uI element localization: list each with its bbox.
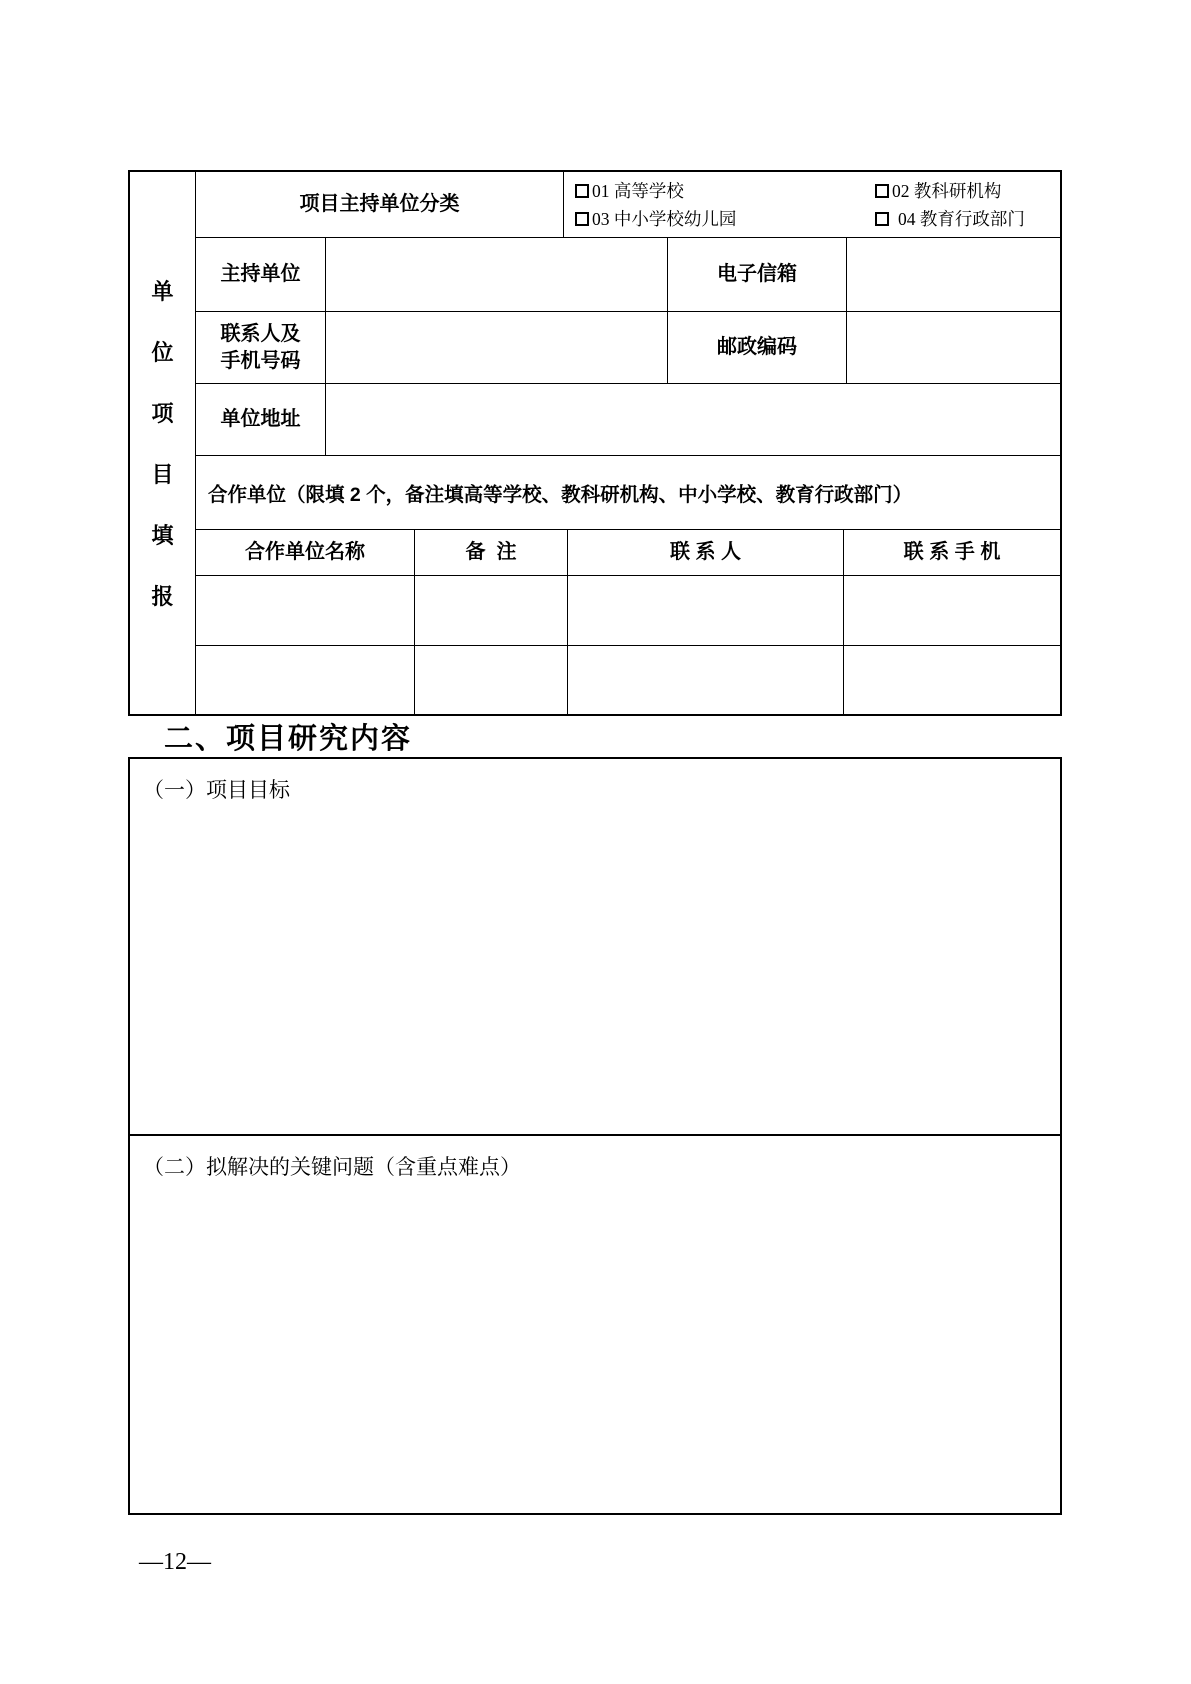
classification-options-cell [564,172,1060,237]
postcode-label-cell [668,312,847,383]
side-label-char: 填 [151,523,174,548]
side-label-char: 项 [151,401,174,426]
coop-header-name: 合作单位名称 [196,530,415,575]
key-problems-label: （二）拟解决的关键问题（含重点难点） [143,1155,521,1179]
checkbox-option-label: 01 高等学校 [592,180,684,201]
cooperation-data-row [196,576,1060,646]
checkbox-option-label: 04 教育行政部门 [898,208,1025,229]
key-problems-section[interactable] [130,1136,1060,1513]
checkbox-icon [575,184,589,198]
checkbox-icon [875,212,889,226]
email-label: 电子信箱 [717,263,797,285]
contact-label-cell [196,312,326,383]
coop-remark-input-cell[interactable] [415,646,568,714]
coop-header-phone: 联 系 手 机 [903,541,1001,563]
host-unit-label-cell [196,238,326,311]
side-label-char: 报 [151,584,174,609]
email-label-cell [668,238,847,311]
address-input-cell[interactable] [326,384,1060,455]
cooperation-note: 合作单位（限填 2 个，备注填高等学校、教科研机构、中小学校、教育行政部门） [208,483,913,506]
checkbox-column-left [575,177,875,233]
side-label-char: 位 [151,340,174,365]
classification-row [196,172,1060,238]
coop-name-input-cell[interactable] [196,646,415,714]
coop-name-input-cell[interactable] [196,576,415,645]
checkbox-column-right [875,177,1025,233]
checkbox-option-label: 02 教科研机构 [892,180,1002,201]
checkbox-icon [875,184,889,198]
checkbox-option-03[interactable] [575,205,875,233]
coop-header-contact: 联 系 人 [568,530,844,575]
postcode-input-cell[interactable] [847,312,1060,383]
address-row [196,384,1060,456]
table-side-label [130,172,196,714]
coop-contact-input-cell[interactable] [568,646,844,714]
side-label-char: 单 [151,279,174,304]
host-unit-label: 主持单位 [220,263,301,285]
table-body [196,172,1060,714]
postcode-label: 邮政编码 [717,336,797,358]
address-label: 单位地址 [220,408,301,430]
contact-input-cell[interactable] [326,312,668,383]
classification-label: 项目主持单位分类 [299,193,460,215]
cooperation-header-row [196,530,1060,576]
cooperation-note-row [196,456,1060,530]
contact-label: 联系人及 手机号码 [220,322,301,372]
research-content-heading: 二、项目研究内容 [164,723,413,755]
checkbox-option-02[interactable] [875,177,1025,205]
project-goals-section[interactable] [130,759,1060,1136]
email-input-cell[interactable] [847,238,1060,311]
host-unit-row [196,238,1060,312]
checkbox-option-01[interactable] [575,177,875,205]
checkbox-option-label: 03 中小学校幼儿园 [592,208,737,229]
address-label-cell [196,384,326,455]
coop-remark-input-cell[interactable] [415,576,568,645]
host-unit-input-cell[interactable] [326,238,668,311]
checkbox-icon [575,212,589,226]
coop-header-remark: 备 注 [415,530,568,575]
classification-label-cell [196,172,564,237]
cooperation-data-row [196,646,1060,714]
coop-phone-input-cell[interactable] [844,646,1060,714]
side-label-char: 目 [151,462,174,487]
coop-contact-input-cell[interactable] [568,576,844,645]
cooperation-note-cell [196,456,1060,529]
research-content-box [128,757,1062,1515]
page-number: —12— [139,1549,211,1575]
checkbox-option-04[interactable] [875,205,1025,233]
coop-phone-input-cell[interactable] [844,576,1060,645]
project-goals-label: （一）项目目标 [143,778,290,802]
unit-project-table [128,170,1062,716]
contact-row [196,312,1060,384]
